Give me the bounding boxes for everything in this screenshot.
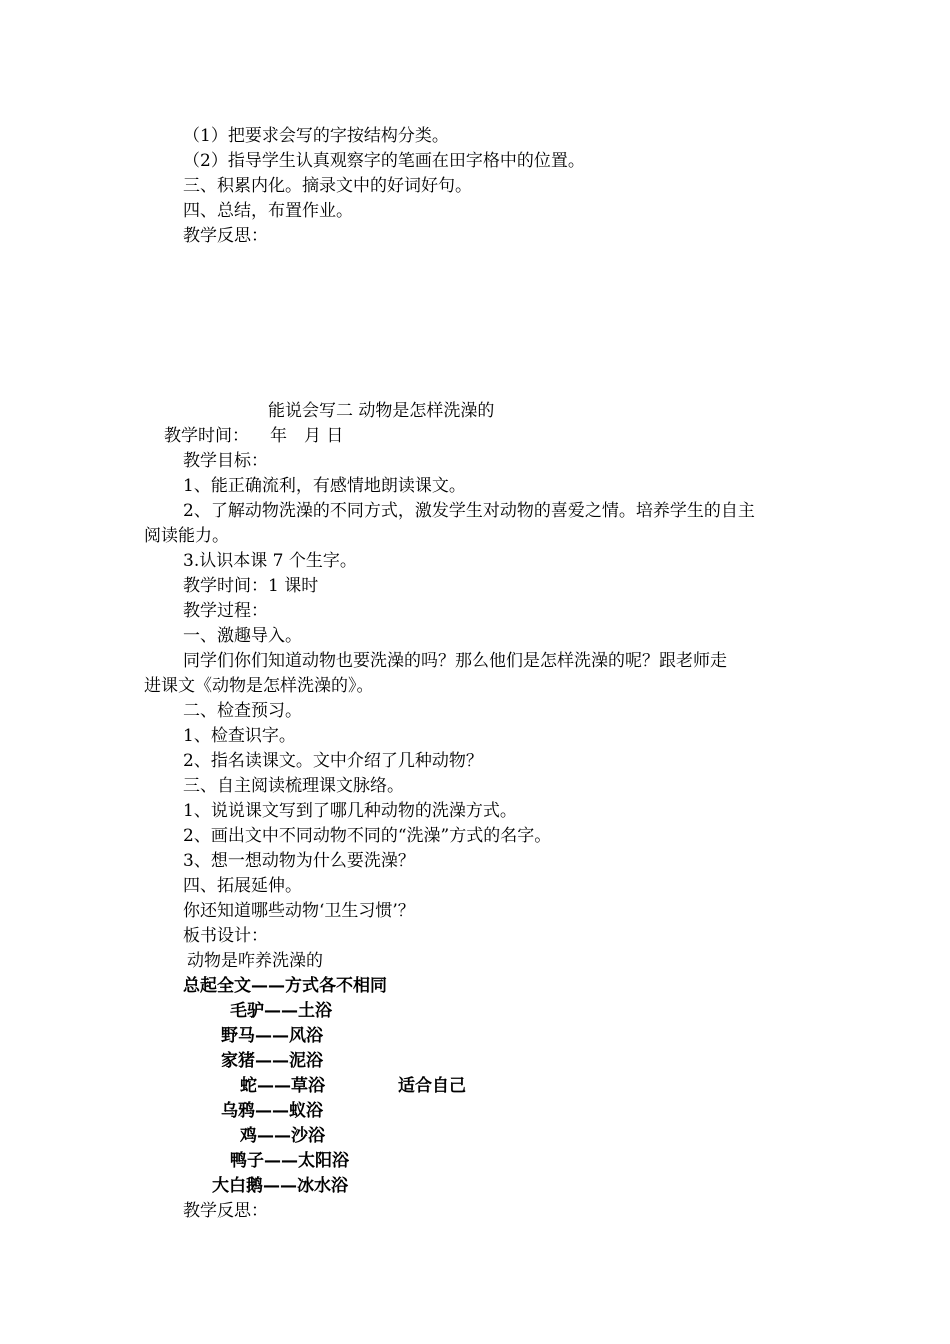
- process-label: 教学过程：: [183, 601, 268, 621]
- step-3-item-3: 3、想一想动物为什么要洗澡？: [183, 851, 415, 871]
- goal-3: 3.认识本课 7 个生字。: [183, 551, 357, 571]
- text-line: 四、总结，布置作业。: [183, 201, 353, 221]
- board-title: 动物是咋养洗澡的: [187, 951, 323, 971]
- time-value: 年 月 日: [270, 426, 344, 446]
- step-4-text: 你还知道哪些动物‘卫生习惯’？: [183, 901, 415, 921]
- goal-2-line2: 阅读能力。: [144, 526, 229, 546]
- step-2-item-1: 1、检查识字。: [183, 726, 296, 746]
- step-1: 一、激趣导入。: [183, 626, 302, 646]
- step-3: 三、自主阅读梳理课文脉络。: [183, 776, 404, 796]
- goal-1: 1、能正确流利，有感情地朗读课文。: [183, 476, 466, 496]
- duration: 教学时间：1 课时: [183, 576, 319, 596]
- board-item: 鸡——沙浴: [240, 1126, 325, 1146]
- board-label: 板书设计：: [183, 926, 268, 946]
- goal-2-line1: 2、了解动物洗澡的不同方式，激发学生对动物的喜爱之情。培养学生的自主: [183, 501, 755, 521]
- board-item: 大白鹅——冰水浴: [212, 1176, 348, 1196]
- board-item: 乌鸦——蚁浴: [221, 1101, 323, 1121]
- board-item: 毛驴——土浴: [230, 1001, 332, 1021]
- step-2-item-2: 2、指名读课文。文中介绍了几种动物？: [183, 751, 483, 771]
- step-1-text-line1: 同学们你们知道动物也要洗澡的吗？那么他们是怎样洗澡的呢？跟老师走: [183, 651, 727, 671]
- text-line: （2）指导学生认真观察字的笔画在田字格中的位置。: [183, 151, 585, 171]
- board-conclusion: 适合自己: [398, 1076, 466, 1096]
- lesson-title: 能说会写二 动物是怎样洗澡的: [268, 401, 495, 421]
- goals-label: 教学目标：: [183, 451, 268, 471]
- step-4: 四、拓展延伸。: [183, 876, 302, 896]
- board-item: 鸭子——太阳浴: [230, 1151, 349, 1171]
- text-line: （1）把要求会写的字按结构分类。: [183, 126, 449, 146]
- time-label: 教学时间：: [164, 426, 249, 446]
- reflection-label: 教学反思：: [183, 1201, 268, 1221]
- step-1-text-line2: 进课文《动物是怎样洗澡的》。: [144, 676, 374, 696]
- text-line: 教学反思：: [183, 226, 268, 246]
- board-item: 家猪——泥浴: [221, 1051, 323, 1071]
- board-item: 野马——风浴: [221, 1026, 323, 1046]
- step-3-item-2: 2、画出文中不同动物不同的“洗澡”方式的名字。: [183, 826, 552, 846]
- step-2: 二、检查预习。: [183, 701, 302, 721]
- board-item: 蛇——草浴: [240, 1076, 325, 1096]
- step-3-item-1: 1、说说课文写到了哪几种动物的洗澡方式。: [183, 801, 517, 821]
- text-line: 三、积累内化。摘录文中的好词好句。: [183, 176, 472, 196]
- board-summary: 总起全文——方式各不相同: [183, 976, 387, 996]
